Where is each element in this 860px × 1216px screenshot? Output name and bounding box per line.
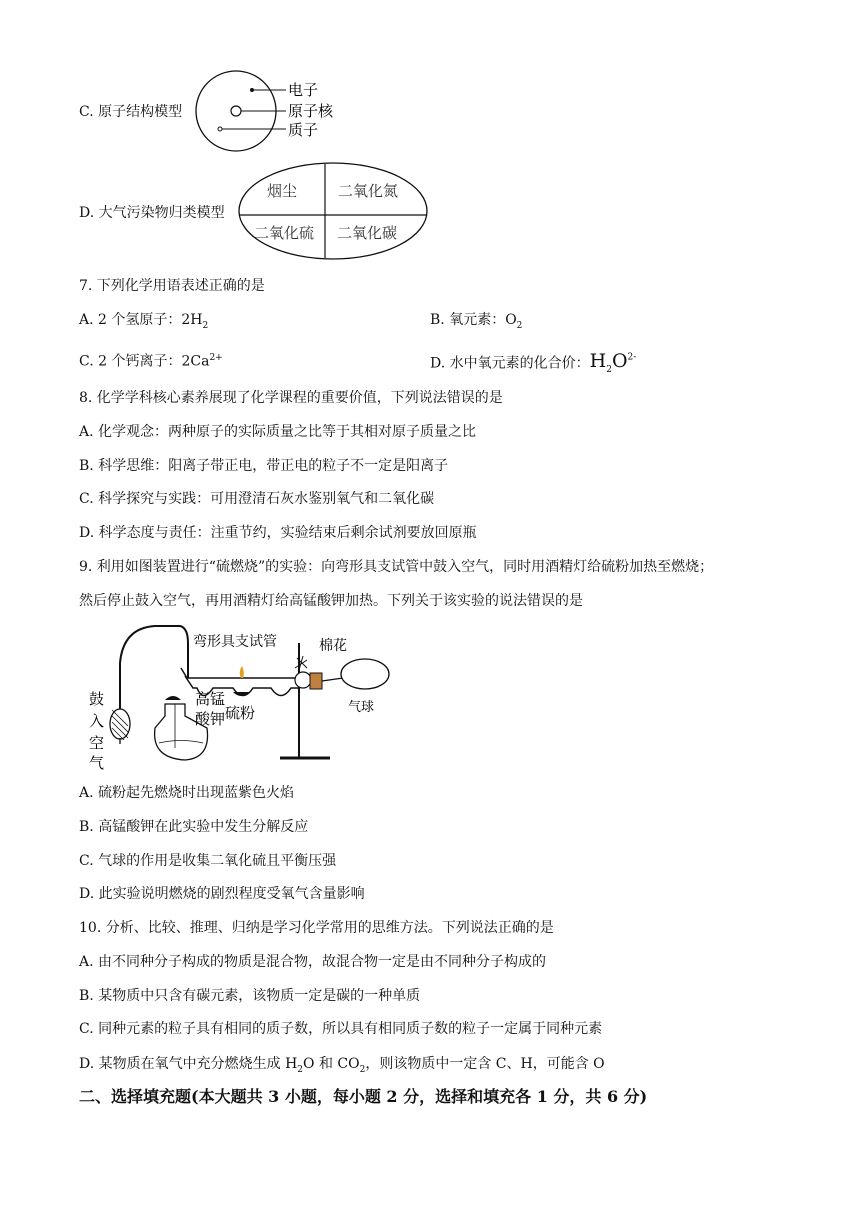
nucleus-label: 原子核 [288,102,334,120]
q9-option-d: D. 此实验说明燃烧的剧烈程度受氧气含量影响 [79,886,365,902]
q10-stem: 10. 分析、比较、推理、归纳是学习化学常用的思维方法。下列说法正确的是 [79,920,554,936]
q7-stem: 7. 下列化学用语表述正确的是 [79,278,265,294]
pollutant-classification-diagram [236,160,430,262]
section-2-heading: 二、选择填充题(本大题共 3 小题，每小题 2 分，选择和填充各 1 分，共 6 分) [79,1087,648,1106]
atom-model-diagram [190,66,350,156]
rubber-stopper [310,673,322,689]
label-air-2: 入 [89,712,105,730]
q9-option-b: B. 高锰酸钾在此实验中发生分解反应 [79,819,309,835]
sulfur-powder [233,692,249,696]
q9-stem-line1: 9. 利用如图装置进行“硫燃烧”的实验：向弯形具支试管中鼓入空气，同时用酒精灯给硫粉加热至燃烧； [79,559,714,575]
q10-option-d: D. 某物质在氧气中充分燃烧生成 $H_2O$ 和 $CO_2$，则该物质中一定含 C、H，可能含 O [79,1056,605,1075]
label-kmno4-1: 高锰 [195,690,226,708]
q10-option-c: C. 同种元素的粒子具有相同的质子数，所以具有相同质子数的粒子一定属于同种元素 [79,1021,603,1037]
label-air-4: 气 [89,754,105,772]
label-balloon: 气球 [348,700,375,715]
q6-option-d: D. 大气污染物归类模型 [79,205,225,221]
balloon [341,659,389,689]
cotton-plug [295,672,311,688]
label-bent-tube: 弯形具支试管 [193,634,277,650]
q7-option-a: A. 2 个氢原子：$2H_2$ [79,312,209,331]
label-cotton: 棉花 [319,638,347,654]
q9-option-c: C. 气球的作用是收集二氧化硫且平衡压强 [79,853,337,869]
cell-no2: 二氧化氮 [337,182,399,200]
q7-option-b: B. 氧元素：$O_2$ [430,312,523,331]
label-air-3: 空 [89,734,105,752]
cell-co2: 二氧化碳 [336,224,398,242]
q8-option-d: D. 科学态度与责任：注重节约，实验结束后剩余试剂要放回原瓶 [79,525,477,541]
q10-option-a: A. 由不同种分子构成的物质是混合物，故混合物一定是由不同种分子构成的 [79,954,547,970]
q9-stem-line2: 然后停止鼓入空气，再用酒精灯给高锰酸钾加热。下列关于该实验的说法错误的是 [79,593,583,609]
q8-option-b: B. 科学思维：阳离子带正电，带正电的粒子不一定是阳离子 [79,458,449,474]
label-sulfur: 硫粉 [225,704,256,722]
q10-option-b: B. 某物质中只含有碳元素，该物质一定是碳的一种单质 [79,988,421,1004]
q6-option-c: C. 原子结构模型 [79,104,183,120]
electron-label: 电子 [288,81,319,99]
label-kmno4-2: 酸钾 [195,710,226,728]
nucleus-mark [231,106,241,116]
proton-label: 质子 [288,121,319,139]
water-formula: $H_2O^{2-}$ [589,350,637,376]
flame-icon [240,666,244,678]
q8-option-a: A. 化学观念：两种原子的实际质量之比等于其相对原子质量之比 [79,424,477,440]
q7-option-d: D. 水中氧元素的化合价：$H_2O^{2-}$ [430,350,637,376]
q7-option-c: C. 2 个钙离子：$2Ca^{2+}$ [79,353,223,370]
q9-option-a: A. 硫粉起先燃烧时出现蓝紫色火焰 [79,785,295,801]
label-air-1: 鼓 [89,690,105,708]
balloon-tube [322,678,343,681]
kmno4-mark [165,696,181,700]
q8-option-c: C. 科学探究与实践：可用澄清石灰水鉴别氧气和二氧化碳 [79,491,435,507]
sulfur-combustion-apparatus [85,618,400,773]
cell-so2: 二氧化硫 [253,224,315,242]
cell-dust: 烟尘 [266,182,298,200]
q8-stem: 8. 化学学科核心素养展现了化学课程的重要价值，下列说法错误的是 [79,390,503,406]
proton-dot [218,127,222,131]
classification-ellipse [239,163,427,259]
